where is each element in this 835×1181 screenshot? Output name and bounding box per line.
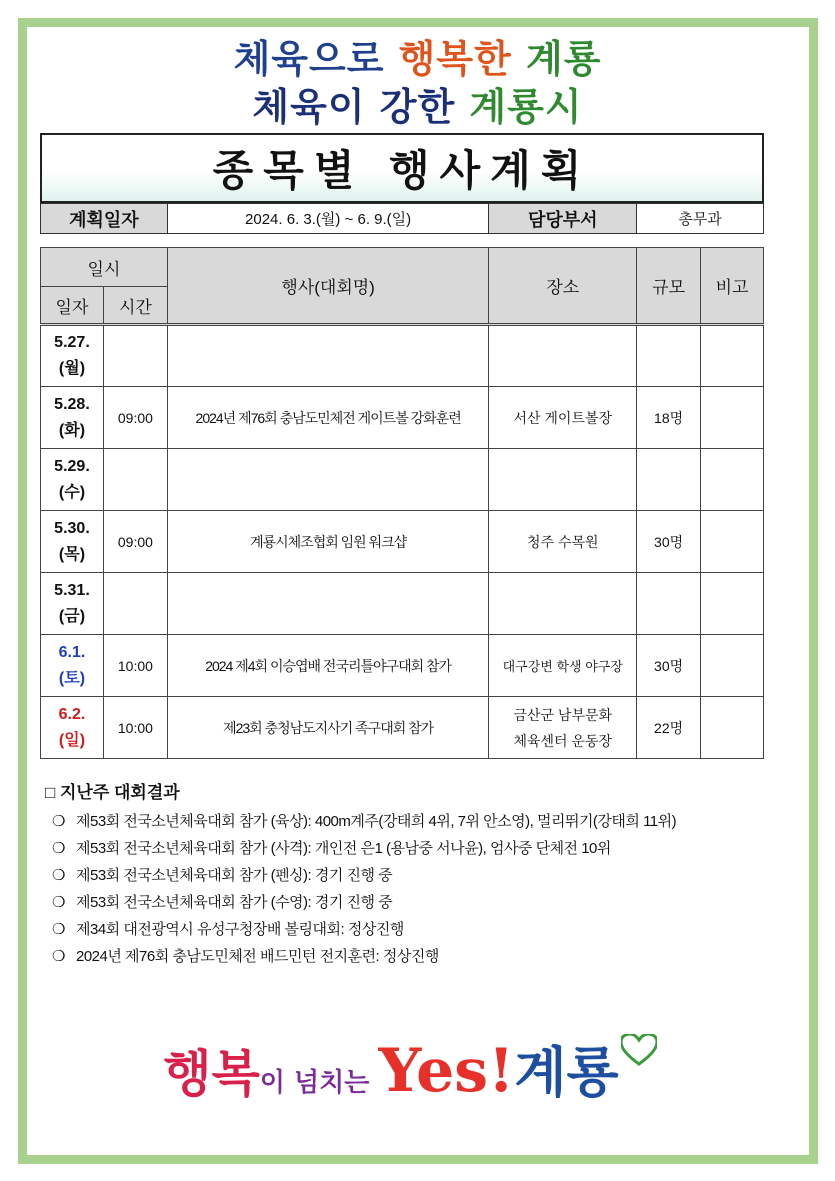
row-place (489, 449, 637, 511)
header-note: 비고 (701, 248, 764, 325)
row-event (167, 325, 488, 387)
row-event: 2024 제4회 이승엽배 전국리틀야구대회 참가 (167, 635, 488, 697)
table-row (41, 449, 764, 511)
row-date: 5.28. (화) (41, 387, 104, 449)
results-section-title: □ 지난주 대회결과 (45, 783, 180, 802)
table-row (41, 511, 764, 573)
header-event: 행사(대회명) (167, 248, 488, 325)
list-item: ❍ 제34회 대전광역시 유성구청장배 볼링대회: 정상진행 (52, 916, 782, 943)
plan-info-table (40, 203, 764, 234)
list-item: ❍ 제53회 전국소년체육대회 참가 (수영): 경기 진행 중 (52, 889, 782, 916)
row-time: 10:00 (103, 635, 167, 697)
row-scale: 30명 (637, 635, 701, 697)
row-scale (637, 325, 701, 387)
row-date: 5.27. (월) (41, 325, 104, 387)
footer-part-c: Yes! (378, 1036, 515, 1106)
circle-bullet-icon: ❍ (52, 948, 65, 965)
table-row (41, 387, 764, 449)
table-row (41, 697, 764, 759)
row-event: 계룡시체조협회 임원 워크샵 (167, 511, 488, 573)
row-place (489, 325, 637, 387)
row-note (701, 449, 764, 511)
row-event: 제23회 충청남도지사기 족구대회 참가 (167, 697, 488, 759)
row-time: 09:00 (103, 387, 167, 449)
heart-icon (621, 1034, 657, 1066)
slogan-2-part-b: 계룡시 (455, 85, 583, 129)
header-scale: 규모 (637, 248, 701, 325)
slogan-1-part-c: 계룡 (511, 37, 602, 81)
row-place: 대구강변 학생 야구장 (489, 635, 637, 697)
list-item: ❍ 제53회 전국소년체육대회 참가 (사격): 개인전 은1 (용남중 서나윤), 엄사중 단체전 10위 (52, 835, 782, 862)
row-place (489, 573, 637, 635)
plan-date-label: 계획일자 (41, 204, 168, 234)
row-scale: 18명 (637, 387, 701, 449)
row-date: 5.29. (수) (41, 449, 104, 511)
slogan-1-part-a: 체육으로 (233, 37, 399, 81)
header-time: 시간 (103, 287, 167, 325)
header-place: 장소 (489, 248, 637, 325)
list-item: ❍ 2024년 제76회 충남도민체전 배드민턴 전지훈련: 정상진행 (52, 943, 782, 970)
row-place: 청주 수목원 (489, 511, 637, 573)
row-date: 6.1. (토) (41, 635, 104, 697)
row-scale: 22명 (637, 697, 701, 759)
slogan-1-part-b: 행복한 (398, 37, 512, 81)
circle-bullet-icon: ❍ (52, 840, 65, 857)
row-note (701, 325, 764, 387)
row-date: 6.2. (일) (41, 697, 104, 759)
slogan-line-2 (0, 76, 835, 131)
slogan-2-part-a: 체육이 강한 (252, 85, 456, 129)
circle-bullet-icon: ❍ (52, 921, 65, 938)
row-scale (637, 449, 701, 511)
row-time (103, 573, 167, 635)
row-note (701, 635, 764, 697)
row-date: 5.30. (목) (41, 511, 104, 573)
footer-part-a: 행복 (163, 1045, 260, 1103)
row-scale (637, 573, 701, 635)
row-date: 5.31. (금) (41, 573, 104, 635)
header-datetime: 일시 (41, 248, 168, 287)
schedule-table (40, 247, 764, 759)
table-row (41, 635, 764, 697)
row-event (167, 573, 488, 635)
dept-label: 담당부서 (489, 204, 637, 234)
row-place: 서산 게이트볼장 (489, 387, 637, 449)
slogan-line-1 (0, 28, 835, 83)
list-item: ❍ 제53회 전국소년체육대회 참가 (육상): 400m계주(강태희 4위, 7위 안소영), 멀리뛰기(강태희 11위) (52, 808, 782, 835)
footer-part-d: 계룡 (514, 1041, 619, 1104)
row-time: 09:00 (103, 511, 167, 573)
circle-bullet-icon: ❍ (52, 813, 65, 830)
row-time: 10:00 (103, 697, 167, 759)
header-date: 일자 (41, 287, 104, 325)
results-list (52, 808, 782, 970)
list-item: ❍ 제53회 전국소년체육대회 참가 (펜싱): 경기 진행 중 (52, 862, 782, 889)
row-event: 2024년 제76회 충남도민체전 게이트볼 강화훈련 (167, 387, 488, 449)
row-place: 금산군 남부문화 체육센터 운동장 (489, 697, 637, 759)
row-note (701, 387, 764, 449)
circle-bullet-icon: ❍ (52, 894, 65, 911)
circle-bullet-icon: ❍ (52, 867, 65, 884)
row-note (701, 573, 764, 635)
table-row (41, 573, 764, 635)
row-time (103, 449, 167, 511)
document-title-box (40, 133, 764, 203)
row-scale: 30명 (637, 511, 701, 573)
row-note (701, 697, 764, 759)
row-note (701, 511, 764, 573)
dept-value: 총무과 (637, 204, 764, 234)
table-row (41, 325, 764, 387)
row-event (167, 449, 488, 511)
plan-date-value: 2024. 6. 3.(월) ~ 6. 9.(일) (167, 204, 489, 234)
footer-part-b: 이 넘치는 (259, 1068, 379, 1098)
document-title: 종목별 행사계획 (212, 146, 592, 195)
row-time (103, 325, 167, 387)
footer-slogan-logo (140, 1030, 680, 1125)
